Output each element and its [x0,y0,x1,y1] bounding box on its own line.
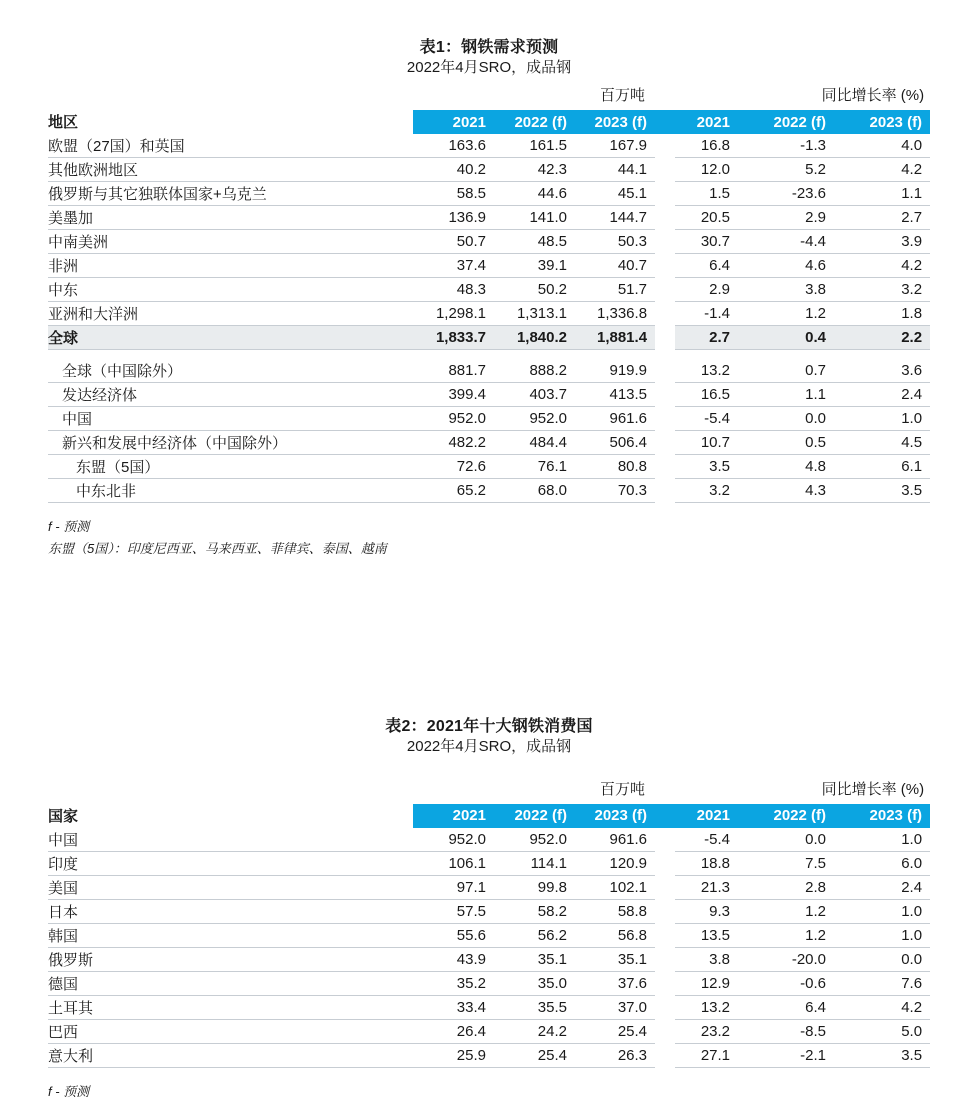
table-row [48,430,930,454]
group-gap [655,382,675,406]
group-gap [655,278,675,302]
value-cell: -5.4 [675,828,738,852]
table-row [48,947,930,971]
value-cell: 3.2 [834,278,930,302]
value-cell: -8.5 [738,1019,834,1043]
value-cell: 40.2 [413,158,494,182]
value-cell: 3.5 [675,454,738,478]
value-cell: 6.1 [834,454,930,478]
table-row [48,971,930,995]
value-cell: 35.1 [575,947,655,971]
group-gap [655,134,675,158]
row-label: 日本 [48,899,413,923]
row-label: 中东 [48,278,413,302]
table-row [48,995,930,1019]
value-cell: -4.4 [738,230,834,254]
row-label: 美国 [48,875,413,899]
value-cell: 952.0 [494,406,575,430]
group-gap [655,78,675,110]
value-cell: 1.5 [675,182,738,206]
row-label: 全球 [48,326,413,350]
top-consumers-section [48,717,930,1103]
col-header: 2023 (f) [575,110,655,134]
table-row [48,923,930,947]
top-consumers-table [48,757,930,1068]
group-gap [655,828,675,852]
table-row [48,382,930,406]
value-cell: 80.8 [575,454,655,478]
value-cell: 39.1 [494,254,575,278]
value-cell: 3.6 [834,359,930,383]
value-cell: 136.9 [413,206,494,230]
value-cell: 30.7 [675,230,738,254]
table-row [48,230,930,254]
col-header: 2021 [675,804,738,828]
row-label: 发达经济体 [48,382,413,406]
value-cell: 0.4 [738,326,834,350]
column-header-row [48,804,930,828]
value-cell: 6.4 [675,254,738,278]
table2-title: 表2：2021年十大钢铁消费国 [385,717,593,735]
col-header: 2022 (f) [738,110,834,134]
col-header: 2021 [413,110,494,134]
row-label: 中国 [48,406,413,430]
value-cell: 0.0 [738,828,834,852]
unit-label-tonnes: 百万吨 [600,87,646,104]
group-gap [655,757,675,804]
value-cell: 4.0 [834,134,930,158]
value-cell: 23.2 [675,1019,738,1043]
units-row [48,78,930,110]
value-cell: 0.0 [738,406,834,430]
value-cell: 2.4 [834,875,930,899]
table-row [48,302,930,326]
group-gap [655,851,675,875]
units-empty [48,757,413,804]
value-cell: 72.6 [413,454,494,478]
table2-subtitle: 2022年4月SRO，成品钢 [406,737,572,755]
table-row [48,1043,930,1067]
value-cell: 484.4 [494,430,575,454]
value-cell: 506.4 [575,430,655,454]
value-cell: 952.0 [413,406,494,430]
value-cell: 24.2 [494,1019,575,1043]
group-gap [655,1019,675,1043]
value-cell: 37.6 [575,971,655,995]
group-gap [655,923,675,947]
group-gap [655,302,675,326]
group-gap [655,406,675,430]
group-gap [655,478,675,502]
value-cell: 0.7 [738,359,834,383]
group-gap [655,110,675,134]
value-cell: 1.0 [834,923,930,947]
value-cell: 7.5 [738,851,834,875]
value-cell: 106.1 [413,851,494,875]
value-cell: 5.0 [834,1019,930,1043]
value-cell: 68.0 [494,478,575,502]
value-cell: 1.2 [738,923,834,947]
footnote-asean: 东盟（5国）：印度尼西亚、马来西亚、菲律宾、泰国、越南 [48,540,387,556]
value-cell: 1.2 [738,302,834,326]
value-cell: 3.5 [834,478,930,502]
value-cell: 1.1 [834,182,930,206]
value-cell: 961.6 [575,406,655,430]
value-cell: 16.5 [675,382,738,406]
group-gap [655,230,675,254]
value-cell: 50.2 [494,278,575,302]
value-cell: 952.0 [413,828,494,852]
value-cell: 114.1 [494,851,575,875]
row-label: 巴西 [48,1019,413,1043]
col-header: 2023 (f) [575,804,655,828]
value-cell: 48.3 [413,278,494,302]
row-label: 非洲 [48,254,413,278]
group-gap [655,804,675,828]
value-cell: 399.4 [413,382,494,406]
value-cell: 3.8 [738,278,834,302]
group-gap [655,971,675,995]
units-row [48,757,930,804]
value-cell: 2.9 [675,278,738,302]
unit-label-growth: 同比增长率 (%) [821,87,925,104]
value-cell: 25.9 [413,1043,494,1067]
group-gap [655,430,675,454]
row-header-label: 地区 [48,110,413,134]
table-body [48,828,930,1068]
col-header: 2021 [413,804,494,828]
value-cell: 3.2 [675,478,738,502]
value-cell: 1.0 [834,828,930,852]
value-cell: 43.9 [413,947,494,971]
value-cell: 18.8 [675,851,738,875]
value-cell: 37.0 [575,995,655,1019]
value-cell: 44.1 [575,158,655,182]
value-cell: 57.5 [413,899,494,923]
value-cell: 12.9 [675,971,738,995]
steel-demand-forecast-table [48,78,930,503]
value-cell: 97.1 [413,875,494,899]
row-label: 印度 [48,851,413,875]
table-row [48,851,930,875]
value-cell: 25.4 [575,1019,655,1043]
row-label: 新兴和发展中经济体（中国除外） [48,430,413,454]
value-cell: 3.5 [834,1043,930,1067]
group-gap [655,359,675,383]
value-cell: 167.9 [575,134,655,158]
col-header: 2022 (f) [494,804,575,828]
table-row [48,254,930,278]
value-cell: 1,298.1 [413,302,494,326]
value-cell: 58.2 [494,899,575,923]
col-header: 2022 (f) [494,110,575,134]
table-row [48,182,930,206]
value-cell: 881.7 [413,359,494,383]
value-cell: 403.7 [494,382,575,406]
value-cell: 5.2 [738,158,834,182]
spacer-cell [48,350,930,359]
value-cell: -1.3 [738,134,834,158]
section-spacer [48,350,930,359]
row-label: 全球（中国除外） [48,359,413,383]
value-cell: 2.9 [738,206,834,230]
row-label: 德国 [48,971,413,995]
value-cell: 2.2 [834,326,930,350]
value-cell: 4.5 [834,430,930,454]
value-cell: 1.2 [738,899,834,923]
value-cell: 161.5 [494,134,575,158]
value-cell: 21.3 [675,875,738,899]
value-cell: 919.9 [575,359,655,383]
value-cell: -2.1 [738,1043,834,1067]
value-cell: 44.6 [494,182,575,206]
value-cell: 6.4 [738,995,834,1019]
group-gap [655,947,675,971]
value-cell: 10.7 [675,430,738,454]
value-cell: 961.6 [575,828,655,852]
group-gap [655,326,675,350]
row-label: 中南美洲 [48,230,413,254]
value-cell: 35.0 [494,971,575,995]
value-cell: 1.8 [834,302,930,326]
value-cell: 33.4 [413,995,494,1019]
row-label: 美墨加 [48,206,413,230]
value-cell: 2.7 [834,206,930,230]
table-row [48,454,930,478]
table1-subtitle: 2022年4月SRO，成品钢 [406,59,572,76]
col-header: 2021 [675,110,738,134]
value-cell: 1,881.4 [575,326,655,350]
row-label: 中东北非 [48,478,413,502]
value-cell: 35.5 [494,995,575,1019]
value-cell: 888.2 [494,359,575,383]
value-cell: -23.6 [738,182,834,206]
value-cell: 13.2 [675,995,738,1019]
value-cell: 120.9 [575,851,655,875]
value-cell: 26.3 [575,1043,655,1067]
table1-footnotes [48,516,930,560]
value-cell: 35.2 [413,971,494,995]
value-cell: 0.5 [738,430,834,454]
value-cell: 9.3 [675,899,738,923]
row-label: 东盟（5国） [48,454,413,478]
value-cell: 482.2 [413,430,494,454]
value-cell: 7.6 [834,971,930,995]
group-gap [655,182,675,206]
value-cell: 2.8 [738,875,834,899]
footnote-forecast: f - 预测 [48,1083,90,1099]
table1-title: 表1：钢铁需求预测 [419,39,559,56]
value-cell: 51.7 [575,278,655,302]
table-row [48,278,930,302]
table-row [48,1019,930,1043]
row-label: 意大利 [48,1043,413,1067]
value-cell: 4.8 [738,454,834,478]
value-cell: 2.7 [675,326,738,350]
value-cell: 55.6 [413,923,494,947]
value-cell: 952.0 [494,828,575,852]
col-header: 2022 (f) [738,804,834,828]
value-cell: 50.7 [413,230,494,254]
table-row [48,828,930,852]
value-cell: 4.3 [738,478,834,502]
value-cell: 0.0 [834,947,930,971]
value-cell: 4.2 [834,995,930,1019]
row-label: 土耳其 [48,995,413,1019]
group-gap [655,1043,675,1067]
value-cell: 20.5 [675,206,738,230]
group-gap [655,875,675,899]
units-empty [48,78,413,110]
col-header: 2023 (f) [834,804,930,828]
table-row [48,206,930,230]
value-cell: -0.6 [738,971,834,995]
value-cell: 35.1 [494,947,575,971]
table-row [48,875,930,899]
value-cell: 2.4 [834,382,930,406]
value-cell: 26.4 [413,1019,494,1043]
row-label: 其他欧洲地区 [48,158,413,182]
group-gap [655,454,675,478]
group-gap [655,995,675,1019]
table-row [48,899,930,923]
value-cell: 99.8 [494,875,575,899]
table-row [48,134,930,158]
value-cell: 56.2 [494,923,575,947]
value-cell: 13.5 [675,923,738,947]
row-label: 中国 [48,828,413,852]
value-cell: 4.6 [738,254,834,278]
value-cell: 13.2 [675,359,738,383]
unit-label-growth: 同比增长率 (%) [821,780,925,798]
value-cell: 12.0 [675,158,738,182]
group-gap [655,899,675,923]
value-cell: 65.2 [413,478,494,502]
group-gap [655,254,675,278]
row-header-label: 国家 [48,804,413,828]
value-cell: 25.4 [494,1043,575,1067]
value-cell: -1.4 [675,302,738,326]
value-cell: 141.0 [494,206,575,230]
value-cell: 50.3 [575,230,655,254]
steel-demand-forecast-section [48,38,930,560]
unit-label-tonnes: 百万吨 [600,780,646,798]
table-row [48,406,930,430]
table-row [48,478,930,502]
value-cell: 37.4 [413,254,494,278]
value-cell: 1.0 [834,899,930,923]
value-cell: 1,336.8 [575,302,655,326]
value-cell: -20.0 [738,947,834,971]
value-cell: 3.9 [834,230,930,254]
row-label: 欧盟（27国）和英国 [48,134,413,158]
group-gap [655,206,675,230]
value-cell: 76.1 [494,454,575,478]
column-header-row [48,110,930,134]
value-cell: 4.2 [834,254,930,278]
value-cell: 40.7 [575,254,655,278]
table2-footnotes [48,1081,930,1103]
value-cell: 48.5 [494,230,575,254]
value-cell: 4.2 [834,158,930,182]
row-label: 亚洲和大洋洲 [48,302,413,326]
value-cell: 144.7 [575,206,655,230]
value-cell: 1,313.1 [494,302,575,326]
table-body [48,134,930,502]
value-cell: 6.0 [834,851,930,875]
value-cell: 1,833.7 [413,326,494,350]
value-cell: 70.3 [575,478,655,502]
value-cell: 1,840.2 [494,326,575,350]
value-cell: -5.4 [675,406,738,430]
row-label: 俄罗斯 [48,947,413,971]
row-label: 韩国 [48,923,413,947]
group-gap [655,158,675,182]
value-cell: 27.1 [675,1043,738,1067]
value-cell: 1.1 [738,382,834,406]
footnote-forecast: f - 预测 [48,518,90,534]
value-cell: 58.8 [575,899,655,923]
value-cell: 102.1 [575,875,655,899]
value-cell: 42.3 [494,158,575,182]
table-row [48,158,930,182]
value-cell: 16.8 [675,134,738,158]
value-cell: 58.5 [413,182,494,206]
table-row [48,326,930,350]
value-cell: 1.0 [834,406,930,430]
table-row [48,359,930,383]
value-cell: 163.6 [413,134,494,158]
value-cell: 56.8 [575,923,655,947]
value-cell: 3.8 [675,947,738,971]
value-cell: 45.1 [575,182,655,206]
value-cell: 413.5 [575,382,655,406]
row-label: 俄罗斯与其它独联体国家+乌克兰 [48,182,413,206]
col-header: 2023 (f) [834,110,930,134]
